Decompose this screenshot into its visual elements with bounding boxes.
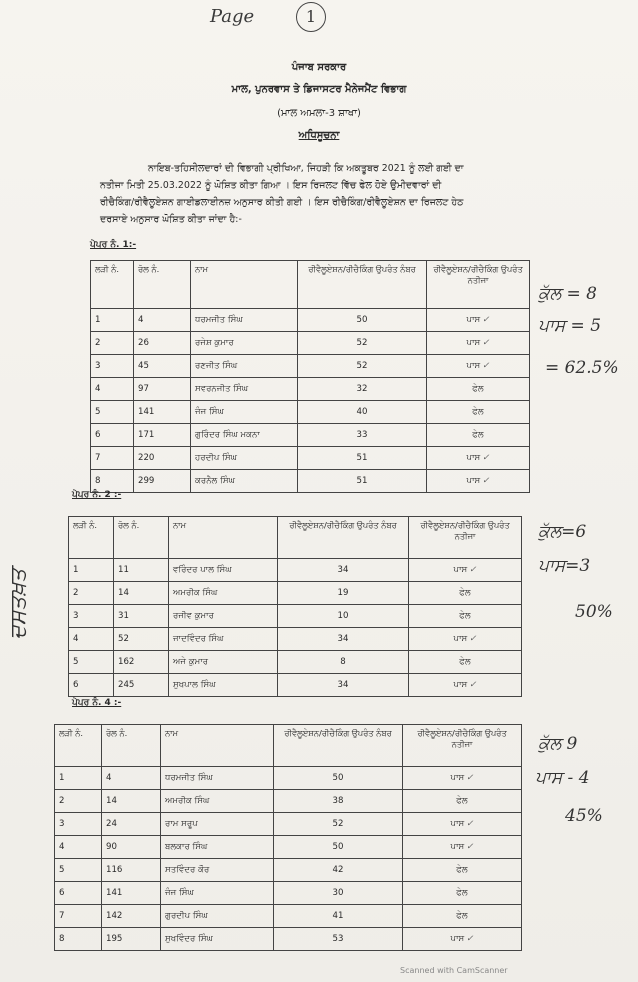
result-cell: ਪਾਸ ✓: [427, 332, 530, 355]
table-row: [91, 424, 530, 447]
roll-cell: 171: [134, 424, 191, 447]
name-cell: ਹਰਦੀਪ ਸਿੰਘ: [191, 447, 298, 470]
paper-2-note-percent: 50%: [575, 602, 613, 622]
serial-cell: 6: [69, 674, 114, 697]
col-marks: ਰੀਵੈਲੂਏਸ਼ਨ/ਰੀਚੈਕਿੰਗ ਉਪਰੰਤ ਨੰਬਰ: [298, 261, 427, 309]
check-mark-icon: ✓: [482, 476, 490, 486]
result-cell: ਪਾਸ ✓: [409, 628, 522, 651]
table-row: [55, 813, 522, 836]
col-result: ਰੀਵੈਲੂਏਸ਼ਨ/ਰੀਚੈਕਿੰਗ ਉਪਰੰਤ ਨਤੀਜਾ: [409, 517, 522, 559]
name-cell: ਗੁਰਿੰਦਰ ਸਿੰਘ ਮਕਨਾ: [191, 424, 298, 447]
table-row: [69, 674, 522, 697]
roll-cell: 142: [102, 905, 161, 928]
table-row: [91, 332, 530, 355]
result-cell: ਫੇਲ: [403, 882, 522, 905]
serial-cell: 3: [91, 355, 134, 378]
roll-cell: 26: [134, 332, 191, 355]
result-cell: ਪਾਸ ✓: [427, 355, 530, 378]
marks-cell: 8: [278, 651, 409, 674]
serial-cell: 1: [55, 767, 102, 790]
check-mark-icon: ✓: [482, 453, 490, 463]
name-cell: ਅਮਰੀਕ ਸਿੰਘ: [161, 790, 274, 813]
page-number-circled: 1: [296, 2, 326, 32]
paper-1-note-pass: ਪਾਸ = 5: [538, 316, 602, 336]
paper-1-note-percent: = 62.5%: [545, 358, 619, 378]
table-row: [69, 605, 522, 628]
header-title: ਅਧਿਸੂਚਨਾ: [298, 130, 340, 141]
paper-4-note-percent: 45%: [565, 806, 603, 826]
serial-cell: 6: [91, 424, 134, 447]
scan-watermark: Scanned with CamScanner: [400, 966, 508, 975]
serial-cell: 4: [55, 836, 102, 859]
roll-cell: 141: [134, 401, 191, 424]
col-result: ਰੀਵੈਲੂਏਸ਼ਨ/ਰੀਚੈਕਿੰਗ ਉਪਰੰਤ ਨਤੀਜਾ: [403, 725, 522, 767]
result-cell: ਪਾਸ ✓: [409, 559, 522, 582]
roll-cell: 14: [114, 582, 169, 605]
col-serial: ਲੜੀ ਨੰ.: [69, 517, 114, 559]
col-name: ਨਾਮ: [161, 725, 274, 767]
col-serial: ਲੜੀ ਨੰ.: [55, 725, 102, 767]
table-row: [55, 859, 522, 882]
marks-cell: 50: [298, 309, 427, 332]
marks-cell: 34: [278, 674, 409, 697]
table-row: [55, 905, 522, 928]
paper-1-label: ਪੇਪਰ ਨੰ. 1:-: [90, 240, 137, 250]
name-cell: ਧਰਮਜੀਤ ਸਿੰਘ: [191, 309, 298, 332]
serial-cell: 8: [91, 470, 134, 493]
name-cell: ਰਜੀਵ ਕੁਮਾਰ: [169, 605, 278, 628]
paper-2-note-pass: ਪਾਸ=3: [538, 556, 591, 576]
check-mark-icon: ✓: [466, 934, 474, 944]
roll-cell: 141: [102, 882, 161, 905]
roll-cell: 195: [102, 928, 161, 951]
result-cell: ਫੇਲ: [403, 905, 522, 928]
para-line-2: ਨਤੀਜਾ ਮਿਤੀ 25.03.2022 ਨੂੰ ਘੋਸ਼ਿਤ ਕੀਤਾ ਗਿਆ । ਇਸ ਰਿਜਲਟ ਵਿੱਚ ਫੇਲ ਹੋਏ ਉਮੀਦਵਾਰਾਂ ਦੀ: [100, 180, 442, 191]
intro-paragraph: [100, 160, 540, 228]
table-row: [91, 309, 530, 332]
name-cell: ਅਮਰੀਕ ਸਿੰਘ: [169, 582, 278, 605]
result-cell: ਪਾਸ ✓: [409, 674, 522, 697]
col-roll: ਰੋਲ ਨੰ.: [114, 517, 169, 559]
header-line-3: (ਮਾਲ ਅਮਲਾ-3 ਸ਼ਾਖਾ): [277, 108, 361, 119]
marks-cell: 51: [298, 447, 427, 470]
para-line-1: ਨਾਇਬ-ਤਹਿਸੀਲਦਾਰਾਂ ਦੀ ਵਿਭਾਗੀ ਪ੍ਰੀਖਿਆ, ਜਿਹੜੀ ਕਿ ਅਕਤੂਬਰ 2021 ਨੂੰ ਲਈ ਗਈ ਦਾ: [148, 163, 464, 174]
roll-cell: 299: [134, 470, 191, 493]
name-cell: ਜਾਦਵਿੰਦਰ ਸਿੰਘ: [169, 628, 278, 651]
name-cell: ਸਵਰਨਜੀਤ ਸਿੰਘ: [191, 378, 298, 401]
paper-1-note-total: ਕੁੱਲ = 8: [538, 284, 597, 304]
table-row: [69, 559, 522, 582]
header-line-2: ਮਾਲ, ਪੁਨਰਵਾਸ ਤੇ ਡਿਜਾਸਟਰ ਮੈਨੇਜਮੈਂਟ ਵਿਭਾਗ: [231, 84, 407, 95]
check-mark-icon: ✓: [482, 361, 490, 371]
col-roll: ਰੋਲ ਨੰ.: [134, 261, 191, 309]
name-cell: ਅਜੇ ਕੁਮਾਰ: [169, 651, 278, 674]
serial-cell: 1: [69, 559, 114, 582]
check-mark-icon: ✓: [482, 315, 490, 325]
name-cell: ਧਰਮਜੀਤ ਸਿੰਘ: [161, 767, 274, 790]
col-marks: ਰੀਵੈਲੂਏਸ਼ਨ/ਰੀਚੈਕਿੰਗ ਉਪਰੰਤ ਨੰਬਰ: [278, 517, 409, 559]
roll-cell: 116: [102, 859, 161, 882]
paper-4-label: ਪੇਪਰ ਨੰ. 4 :-: [72, 698, 122, 708]
page-word: Page: [210, 6, 255, 27]
page-handwritten-note: [210, 6, 254, 27]
serial-cell: 2: [91, 332, 134, 355]
table-row: [55, 882, 522, 905]
result-cell: ਫੇਲ: [427, 401, 530, 424]
check-mark-icon: ✓: [466, 819, 474, 829]
serial-cell: 8: [55, 928, 102, 951]
paper-2-label: ਪੇਪਰ ਨੰ. 2 :-: [72, 490, 122, 500]
serial-cell: 7: [91, 447, 134, 470]
roll-cell: 45: [134, 355, 191, 378]
para-line-4: ਦਰਸਾਏ ਅਨੁਸਾਰ ਘੋਸ਼ਿਤ ਕੀਤਾ ਜਾਂਦਾ ਹੈ:-: [100, 214, 242, 225]
serial-cell: 4: [69, 628, 114, 651]
result-cell: ਫੇਲ: [403, 859, 522, 882]
name-cell: ਬਲਕਾਰ ਸਿੰਘ: [161, 836, 274, 859]
serial-cell: 5: [91, 401, 134, 424]
name-cell: ਸੁਖਵਿੰਦਰ ਸਿੰਘ: [161, 928, 274, 951]
marks-cell: 33: [298, 424, 427, 447]
table-row: [91, 447, 530, 470]
para-line-3: ਰੀਚੈਕਿੰਗ/ਰੀਵੈਲੂਏਸ਼ਨ ਗਾਈਡਲਾਈਨਜ਼ ਅਨੁਸਾਰ ਕੀਤੀ ਗਈ । ਇਸ ਰੀਚੈਕਿੰਗ/ਰੀਵੈਲੂਏਸ਼ਨ ਦਾ ਰਿਜਲਟ ਹੇਠ: [100, 197, 464, 208]
roll-cell: 11: [114, 559, 169, 582]
marks-cell: 50: [274, 836, 403, 859]
marks-cell: 34: [278, 628, 409, 651]
table-header-row: [55, 725, 522, 767]
serial-cell: 2: [69, 582, 114, 605]
name-cell: ਵਰਿੰਦਰ ਪਾਲ ਸਿੰਘ: [169, 559, 278, 582]
marks-cell: 30: [274, 882, 403, 905]
result-cell: ਫੇਲ: [427, 424, 530, 447]
serial-cell: 6: [55, 882, 102, 905]
roll-cell: 4: [134, 309, 191, 332]
roll-cell: 24: [102, 813, 161, 836]
marks-cell: 32: [298, 378, 427, 401]
roll-cell: 90: [102, 836, 161, 859]
result-cell: ਪਾਸ ✓: [403, 767, 522, 790]
serial-cell: 1: [91, 309, 134, 332]
check-mark-icon: ✓: [469, 565, 477, 575]
serial-cell: 5: [69, 651, 114, 674]
col-serial: ਲੜੀ ਨੰ.: [91, 261, 134, 309]
result-cell: ਫੇਲ: [409, 582, 522, 605]
marks-cell: 40: [298, 401, 427, 424]
table-row: [91, 401, 530, 424]
result-cell: ਫੇਲ: [427, 378, 530, 401]
result-cell: ਫੇਲ: [409, 651, 522, 674]
table-row: [91, 470, 530, 493]
check-mark-icon: ✓: [466, 773, 474, 783]
table-row: [55, 836, 522, 859]
roll-cell: 52: [114, 628, 169, 651]
name-cell: ਸੁਖਪਾਲ ਸਿੰਘ: [169, 674, 278, 697]
result-cell: ਪਾਸ ✓: [427, 447, 530, 470]
table-row: [69, 651, 522, 674]
col-roll: ਰੋਲ ਨੰ.: [102, 725, 161, 767]
table-row: [55, 767, 522, 790]
col-name: ਨਾਮ: [191, 261, 298, 309]
col-name: ਨਾਮ: [169, 517, 278, 559]
roll-cell: 14: [102, 790, 161, 813]
marks-cell: 41: [274, 905, 403, 928]
paper-2-note-total: ਕੁੱਲ=6: [538, 522, 587, 542]
roll-cell: 245: [114, 674, 169, 697]
marks-cell: 42: [274, 859, 403, 882]
serial-cell: 3: [55, 813, 102, 836]
table-row: [69, 628, 522, 651]
marks-cell: 19: [278, 582, 409, 605]
paper-4-note-pass: ਪਾਸ - 4: [535, 768, 590, 788]
paper-2-table: [68, 516, 522, 697]
check-mark-icon: ✓: [469, 634, 477, 644]
marks-cell: 51: [298, 470, 427, 493]
marks-cell: 52: [298, 355, 427, 378]
name-cell: ਰਣਜੀਤ ਸਿੰਘ: [191, 355, 298, 378]
col-result: ਰੀਵੈਲੂਏਸ਼ਨ/ਰੀਚੈਕਿੰਗ ਉਪਰੰਤ ਨਤੀਜਾ: [427, 261, 530, 309]
marks-cell: 38: [274, 790, 403, 813]
col-marks: ਰੀਵੈਲੂਏਸ਼ਨ/ਰੀਚੈਕਿੰਗ ਉਪਰੰਤ ਨੰਬਰ: [274, 725, 403, 767]
serial-cell: 4: [91, 378, 134, 401]
roll-cell: 31: [114, 605, 169, 628]
signature: ਦਸਤਖ਼ਤ: [6, 568, 31, 640]
table-row: [55, 790, 522, 813]
name-cell: ਜੰਜ ਸਿੰਘ: [191, 401, 298, 424]
roll-cell: 220: [134, 447, 191, 470]
marks-cell: 34: [278, 559, 409, 582]
table-row: [91, 355, 530, 378]
table-header-row: [91, 261, 530, 309]
paper-4-note-total: ਕੁੱਲ 9: [538, 734, 578, 754]
marks-cell: 50: [274, 767, 403, 790]
paper-1-table: [90, 260, 530, 493]
serial-cell: 3: [69, 605, 114, 628]
result-cell: ਫੇਲ: [409, 605, 522, 628]
roll-cell: 97: [134, 378, 191, 401]
header-line-1: ਪੰਜਾਬ ਸਰਕਾਰ: [291, 62, 347, 73]
result-cell: ਪਾਸ ✓: [403, 813, 522, 836]
roll-cell: 162: [114, 651, 169, 674]
table-header-row: [69, 517, 522, 559]
marks-cell: 52: [298, 332, 427, 355]
serial-cell: 2: [55, 790, 102, 813]
name-cell: ਗੁਰਦੀਪ ਸਿੰਘ: [161, 905, 274, 928]
marks-cell: 53: [274, 928, 403, 951]
check-mark-icon: ✓: [469, 680, 477, 690]
name-cell: ਰਾਮ ਸਰੂਪ: [161, 813, 274, 836]
result-cell: ਪਾਸ ✓: [427, 309, 530, 332]
check-mark-icon: ✓: [466, 842, 474, 852]
serial-cell: 5: [55, 859, 102, 882]
marks-cell: 10: [278, 605, 409, 628]
name-cell: ਕਰਨੈਲ ਸਿੰਘ: [191, 470, 298, 493]
roll-cell: 4: [102, 767, 161, 790]
name-cell: ਸਤਵਿੰਦਰ ਕੌਰ: [161, 859, 274, 882]
marks-cell: 52: [274, 813, 403, 836]
serial-cell: 7: [55, 905, 102, 928]
name-cell: ਜੰਜ ਸਿੰਘ: [161, 882, 274, 905]
name-cell: ਰਜੇਸ਼ ਕੁਮਾਰ: [191, 332, 298, 355]
result-cell: ਪਾਸ ✓: [403, 928, 522, 951]
paper-4-table: [54, 724, 522, 951]
table-row: [55, 928, 522, 951]
result-cell: ਪਾਸ ✓: [403, 836, 522, 859]
table-row: [69, 582, 522, 605]
table-row: [91, 378, 530, 401]
result-cell: ਫੇਲ: [403, 790, 522, 813]
result-cell: ਪਾਸ ✓: [427, 470, 530, 493]
check-mark-icon: ✓: [482, 338, 490, 348]
